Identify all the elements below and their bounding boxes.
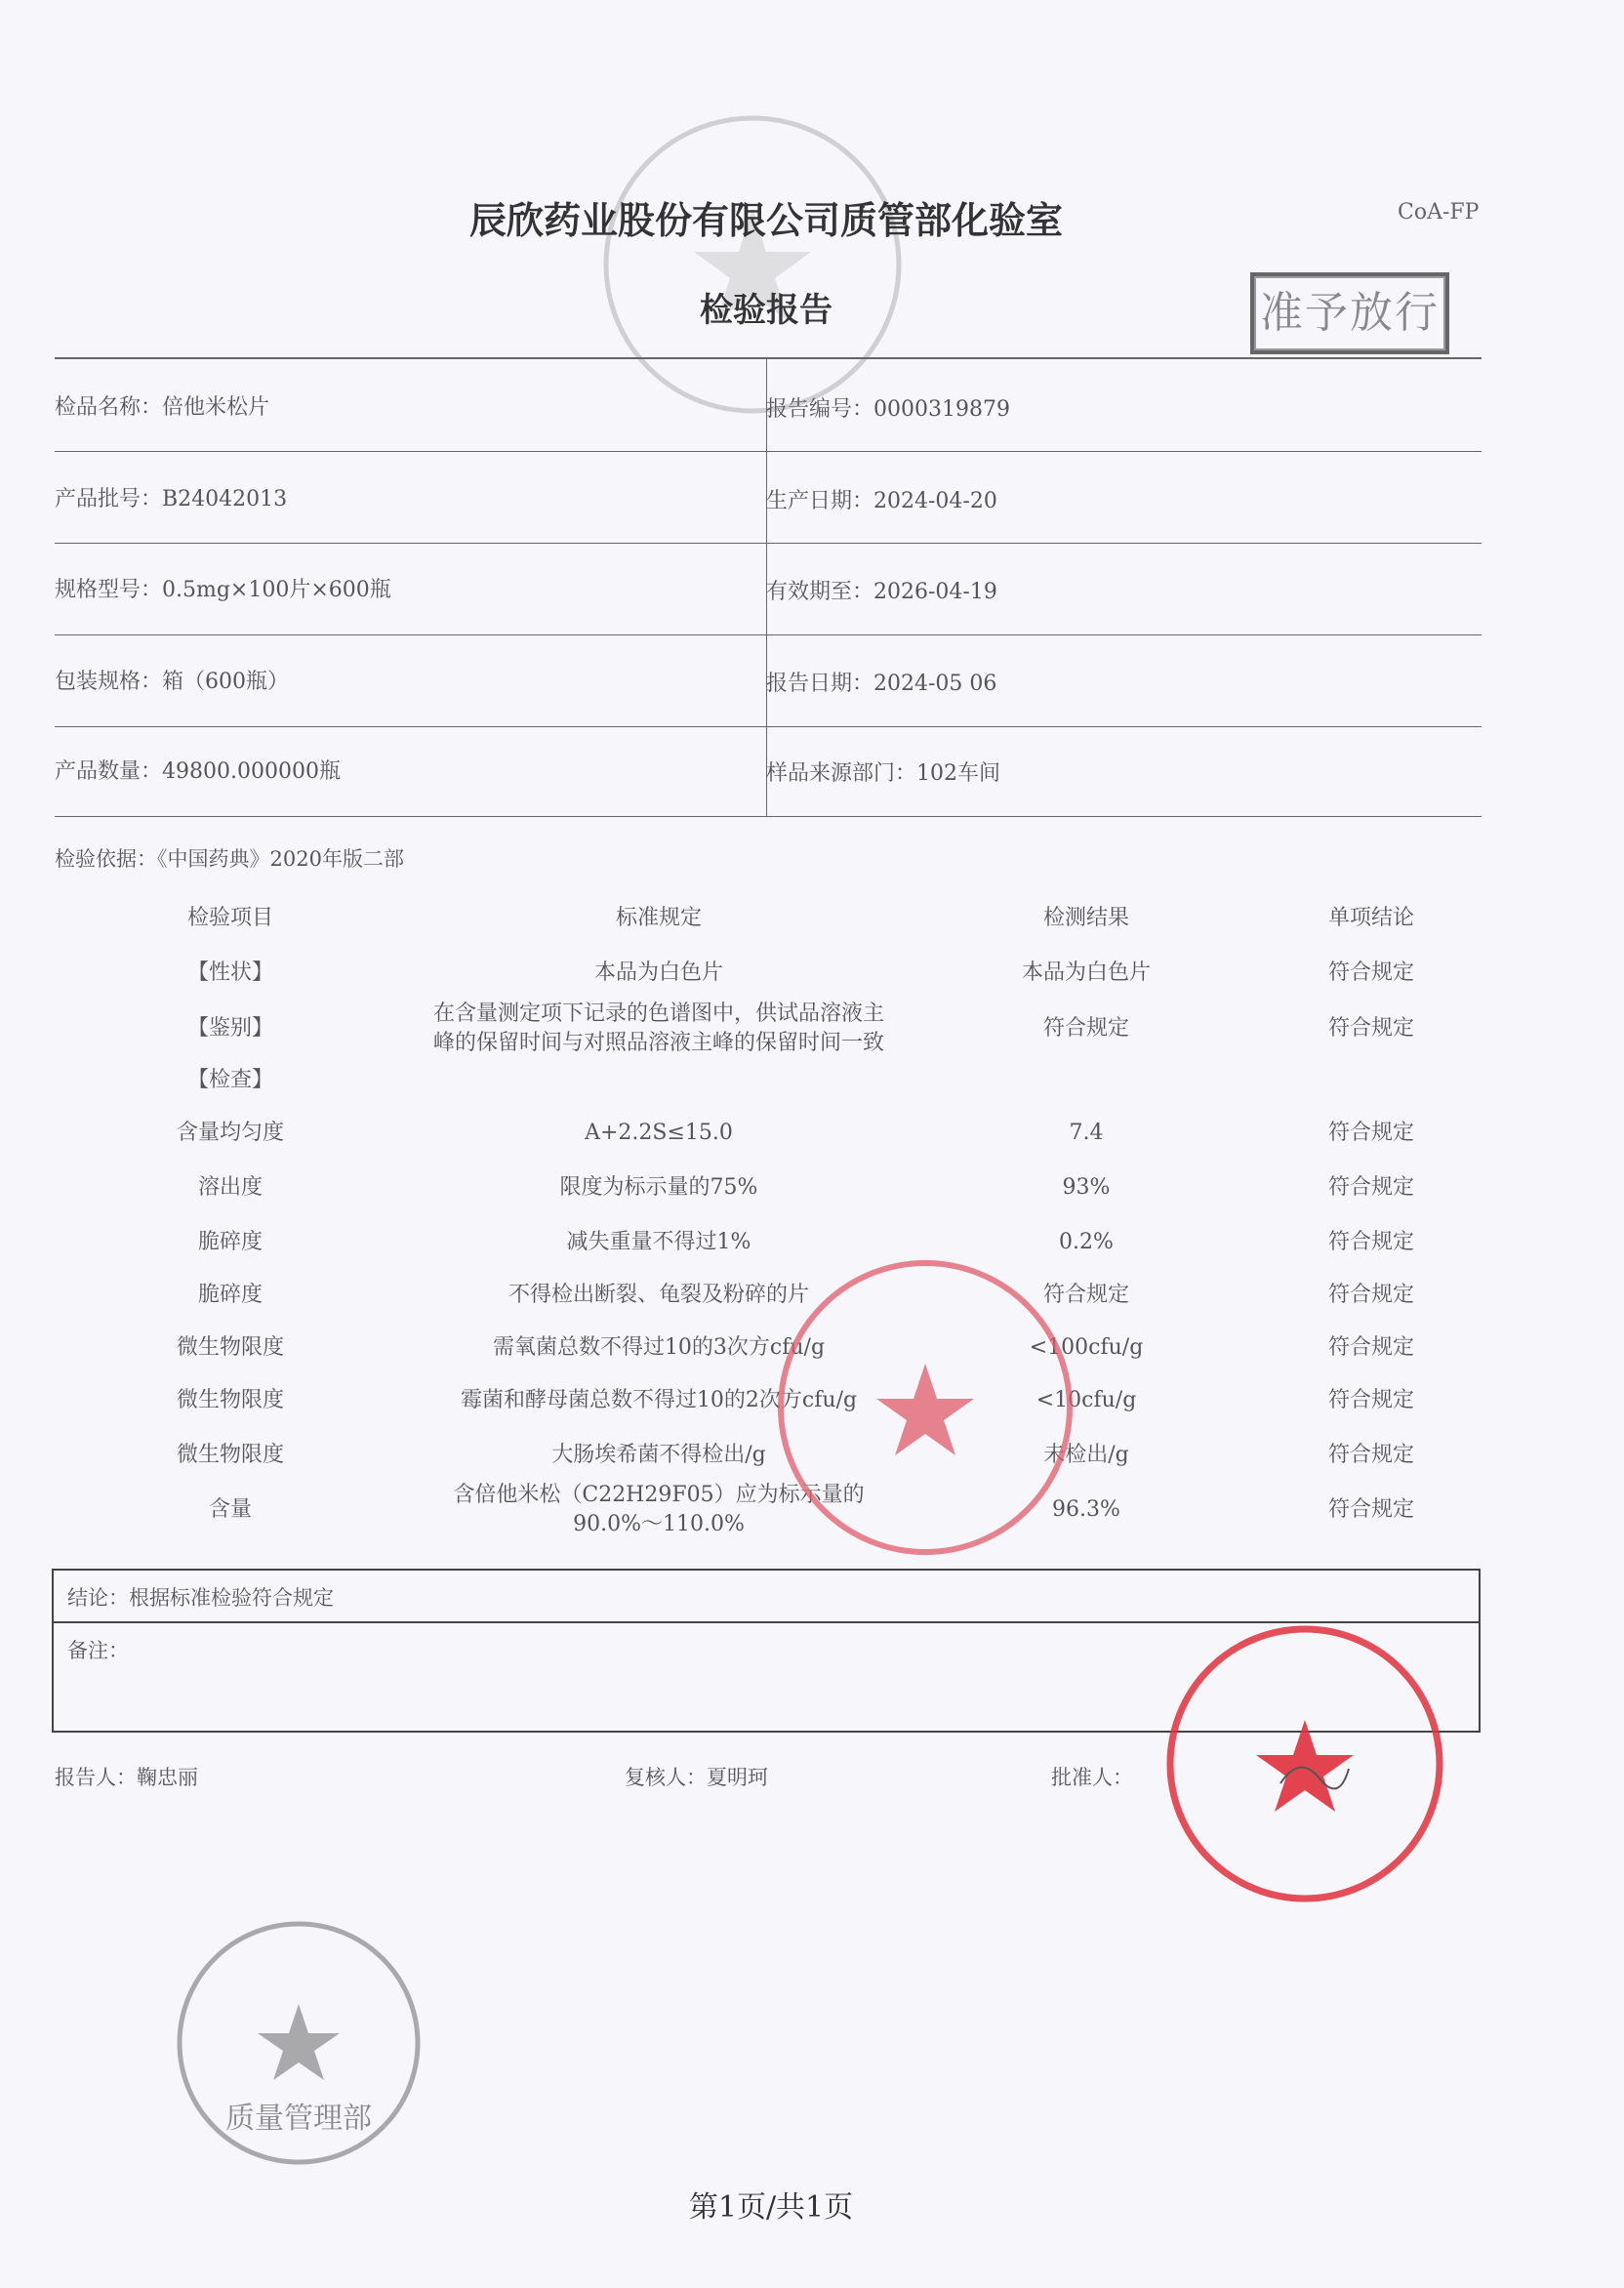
column-header: 标准规定 [615, 906, 703, 930]
conclusion-cell: 符合规定 [1327, 960, 1415, 985]
result-cell: 符合规定 [1042, 1283, 1130, 1307]
test-item-cell: 脆碎度 [197, 1230, 264, 1254]
result-cell: 符合规定 [1042, 1016, 1130, 1041]
remarks: 备注： [67, 1639, 129, 1662]
company-seal-gray [598, 110, 907, 419]
result-cell: 93% [1062, 1175, 1111, 1200]
report-date: 报告日期：2024-05 06 [766, 672, 997, 696]
report-title: 检验报告 [700, 291, 832, 330]
specification: 规格型号：0.5mg×100片×600瓶 [55, 578, 391, 602]
result-cell: 本品为白色片 [1021, 960, 1152, 985]
result-cell: <100cfu/g [1029, 1335, 1144, 1360]
result-cell: 7.4 [1069, 1121, 1104, 1145]
product-name: 检品名称：倍他米松片 [55, 395, 270, 420]
standard-cell: 本品为白色片 [593, 960, 724, 985]
conclusion-cell: 符合规定 [1327, 1230, 1415, 1254]
lab-title: 辰欣药业股份有限公司质管部化验室 [468, 198, 1063, 242]
standard-cell: A+2.2S≤15.0 [585, 1121, 733, 1145]
standard-cell: 霉菌和酵母菌总数不得过10的2次方cfu/g [460, 1388, 858, 1412]
test-basis: 检验依据：《中国药典》2020年版二部 [55, 847, 404, 871]
column-header: 检测结果 [1042, 906, 1130, 930]
standard-cell: 大肠埃希菌不得检出/g [551, 1443, 766, 1467]
result-cell: 0.2% [1059, 1230, 1114, 1254]
report-number: 报告编号：0000319879 [766, 397, 1010, 422]
approver: 批准人： [1051, 1766, 1133, 1789]
svg-text:质量管理部: 质量管理部 [225, 2102, 372, 2136]
batch-number: 产品批号：B24042013 [55, 487, 288, 511]
test-item-cell: 含量均匀度 [176, 1121, 285, 1145]
standard-cell: 在含量测定项下记录的色谱图中，供试品溶液主 峰的保留时间与对照品溶液主峰的保留时间一致 [432, 1001, 885, 1055]
standard-cell: 限度为标示量的75% [559, 1175, 758, 1200]
test-item-cell: 微生物限度 [176, 1335, 285, 1360]
test-item-cell: 溶出度 [197, 1175, 264, 1200]
sample-source: 样品来源部门：102车间 [766, 761, 1000, 786]
reporter: 报告人：鞠忠丽 [55, 1766, 198, 1789]
test-item-cell: 【检查】 [186, 1068, 274, 1092]
approval-seal-red [1163, 1622, 1446, 1905]
standard-cell: 含倍他米松（C22H29F05）应为标示量的 90.0%～110.0% [453, 1483, 865, 1536]
standard-cell: 减失重量不得过1% [566, 1230, 751, 1254]
test-item-cell: 微生物限度 [176, 1443, 285, 1467]
conclusion-cell: 符合规定 [1327, 1175, 1415, 1200]
conclusion-cell: 符合规定 [1327, 1335, 1415, 1360]
doc-code: CoA-FP [1398, 200, 1480, 225]
conclusion-cell: 符合规定 [1327, 1121, 1415, 1145]
conclusion-cell: 符合规定 [1327, 1388, 1415, 1412]
quality-seal-red [774, 1256, 1076, 1559]
conclusion-cell: 符合规定 [1327, 1016, 1415, 1041]
conclusion-cell: 符合规定 [1327, 1283, 1415, 1307]
reviewer: 复核人：夏明珂 [625, 1766, 768, 1789]
dept-seal-gray [174, 1918, 424, 2168]
release-stamp: 准予放行 [1250, 272, 1449, 354]
standard-cell: 需氧菌总数不得过10的3次方cfu/g [492, 1335, 826, 1360]
production-date: 生产日期：2024-04-20 [766, 489, 997, 513]
result-cell: 96.3% [1052, 1497, 1120, 1522]
packaging: 包装规格：箱（600瓶） [55, 670, 289, 694]
test-item-cell: 【鉴别】 [186, 1016, 274, 1041]
quantity: 产品数量：49800.000000瓶 [55, 759, 341, 784]
test-item-cell: 【性状】 [186, 960, 274, 985]
conclusion-cell: 符合规定 [1327, 1497, 1415, 1522]
conclusion-cell: 符合规定 [1327, 1443, 1415, 1467]
conclusion: 结论：根据标准检验符合规定 [67, 1586, 334, 1610]
page-number: 第1页/共1页 [688, 2190, 854, 2225]
expiry-date: 有效期至：2026-04-19 [766, 580, 997, 604]
column-header: 单项结论 [1327, 906, 1415, 930]
test-item-cell: 含量 [208, 1497, 253, 1522]
standard-cell: 不得检出断裂、龟裂及粉碎的片 [508, 1283, 810, 1307]
test-item-cell: 脆碎度 [197, 1283, 264, 1307]
test-item-cell: 微生物限度 [176, 1388, 285, 1412]
result-cell: 未检出/g [1043, 1443, 1129, 1467]
result-cell: <10cfu/g [1035, 1388, 1137, 1412]
column-header: 检验项目 [186, 906, 274, 930]
